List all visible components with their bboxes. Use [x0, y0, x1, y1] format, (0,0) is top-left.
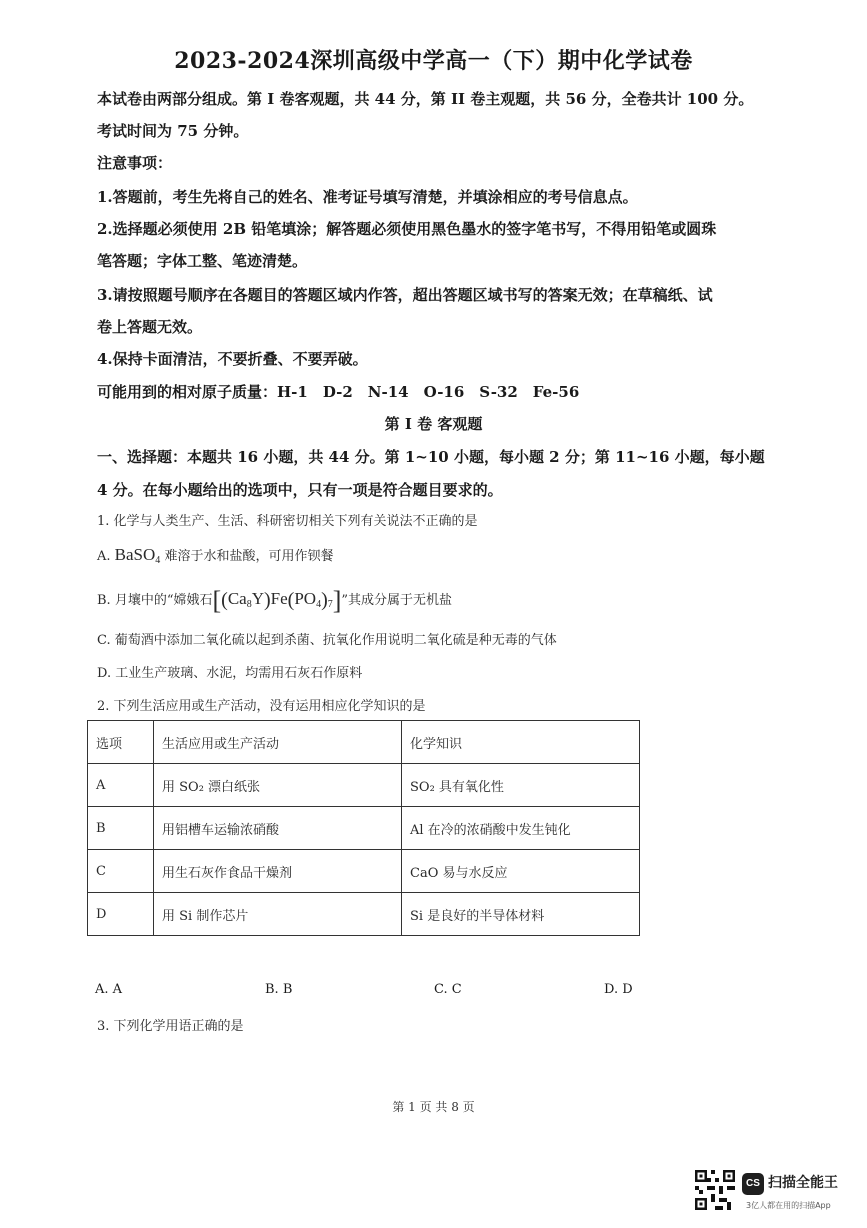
- table-row: [88, 850, 640, 893]
- table-row: [88, 807, 640, 850]
- change-stone-formula: [221, 589, 333, 611]
- header-cell: 化学知识: [402, 721, 640, 764]
- table-cell: 用 SO₂ 漂白纸张: [154, 764, 402, 807]
- table-header-row: [88, 721, 640, 764]
- q1-a-label: A.: [97, 549, 111, 564]
- intro-line-2: 考试时间为 75 分钟。: [97, 122, 249, 140]
- note-2: 2.选择题必须使用 2B 铅笔填涂；解答题必须使用黑色墨水的签字笔书写，不得用铅笔或圆珠: [97, 220, 717, 238]
- y-symbol: Y: [251, 589, 264, 608]
- q2-table: [87, 720, 640, 936]
- note-4: 4.保持卡面清洁，不要折叠、不要弄破。: [97, 350, 368, 368]
- q1-stem: 1. 化学与人类生产、生活、科研密切相关下列有关说法不正确的是: [97, 514, 478, 529]
- q1-option-d: D. 工业生产玻璃、水泥，均需用石灰石作原料: [97, 666, 363, 681]
- po-symbol: PO: [294, 589, 317, 608]
- note-1: 1.答题前，考生先将自己的姓名、准考证号填写清楚，并填涂相应的考号信息点。: [97, 188, 638, 206]
- table-cell: SO₂ 具有氧化性: [402, 764, 640, 807]
- header-cell: 生活应用或生产活动: [154, 721, 402, 764]
- section-instruction-2: 4 分。在每小题给出的选项中，只有一项是符合题目要求的。: [97, 481, 503, 499]
- baso4-main: BaSO: [114, 545, 156, 564]
- watermark-app-name: 扫描全能王: [768, 1175, 838, 1191]
- section-title: 第 I 卷 客观题: [384, 415, 483, 433]
- table-cell: D: [88, 893, 154, 936]
- note-3-cont: 卷上答题无效。: [97, 318, 203, 336]
- q2-option-d: D. D: [604, 982, 633, 997]
- fe-symbol: Fe: [270, 589, 288, 608]
- note-2-cont: 笔答题；字体工整、笔迹清楚。: [97, 252, 308, 270]
- q3-stem: 3. 下列化学用语正确的是: [97, 1019, 244, 1034]
- baso4-sub: 4: [155, 555, 161, 566]
- table-cell: C: [88, 850, 154, 893]
- table-cell: A: [88, 764, 154, 807]
- page-footer: 第 1 页 共 8 页: [392, 1100, 475, 1114]
- ca-sub: 8: [246, 599, 252, 610]
- ca-symbol: Ca: [227, 589, 247, 608]
- q1-option-b: [97, 586, 452, 616]
- paren-open: (: [221, 589, 228, 611]
- q2-stem: 2. 下列生活应用或生产活动，没有运用相应化学知识的是: [97, 699, 426, 714]
- paren-close-2: ): [321, 589, 328, 611]
- baso4-formula: [115, 545, 161, 564]
- section-instruction-1: 一、选择题：本题共 16 小题，共 44 分。第 1~10 小题，每小题 2 分；第 11~16 小题，每小题: [97, 448, 765, 466]
- paren-open-2: (: [287, 589, 295, 611]
- q2-option-c: C. C: [434, 982, 462, 997]
- paren-close: ): [263, 589, 271, 611]
- po-outer-sub: 7: [327, 599, 333, 610]
- camscanner-logo-icon: CS: [742, 1173, 764, 1195]
- note-3: 3.请按照题号顺序在各题目的答题区域内作答，超出答题区域书写的答案无效；在草稿纸、试: [97, 286, 713, 304]
- notes-heading: 注意事项：: [97, 154, 173, 172]
- q1-a-text: 难溶于水和盐酸，可用作钡餐: [164, 549, 334, 564]
- table-cell: B: [88, 807, 154, 850]
- left-bracket: [: [212, 586, 222, 615]
- q2-option-a: A. A: [95, 982, 123, 997]
- header-cell: 选项: [88, 721, 154, 764]
- qr-code-icon: [695, 1170, 735, 1210]
- q1-b-text: ”其成分属于无机盐: [341, 593, 453, 608]
- atomic-mass-line: 可能用到的相对原子质量：H-1 D-2 N-14 O-16 S-32 Fe-56: [97, 383, 580, 401]
- q1-option-c: C. 葡萄酒中添加二氧化硫以起到杀菌、抗氧化作用说明二氧化硫是种无毒的气体: [97, 633, 557, 648]
- right-bracket: ]: [332, 586, 342, 615]
- q1-option-a: [97, 545, 333, 566]
- table-row: [88, 893, 640, 936]
- table-cell: 用生石灰作食品干燥剂: [154, 850, 402, 893]
- table-cell: CaO 易与水反应: [402, 850, 640, 893]
- po-sub: 4: [316, 599, 322, 610]
- q1-b-label: B. 月壤中的“嫦娥石: [97, 593, 213, 608]
- table-cell: 用铝槽车运输浓硝酸: [154, 807, 402, 850]
- intro-line-1: 本试卷由两部分组成。第 I 卷客观题，共 44 分，第 II 卷主观题，共 56 分，全卷共计 100 分。: [97, 90, 754, 108]
- exam-title: 2023-2024深圳高级中学高一（下）期中化学试卷: [174, 48, 693, 74]
- table-cell: 用 Si 制作芯片: [154, 893, 402, 936]
- table-cell: Al 在冷的浓硝酸中发生钝化: [402, 807, 640, 850]
- watermark-tagline: 3亿人都在用的扫描App: [746, 1201, 831, 1210]
- q2-option-b: B. B: [265, 982, 293, 997]
- table-row: [88, 764, 640, 807]
- table-cell: Si 是良好的半导体材料: [402, 893, 640, 936]
